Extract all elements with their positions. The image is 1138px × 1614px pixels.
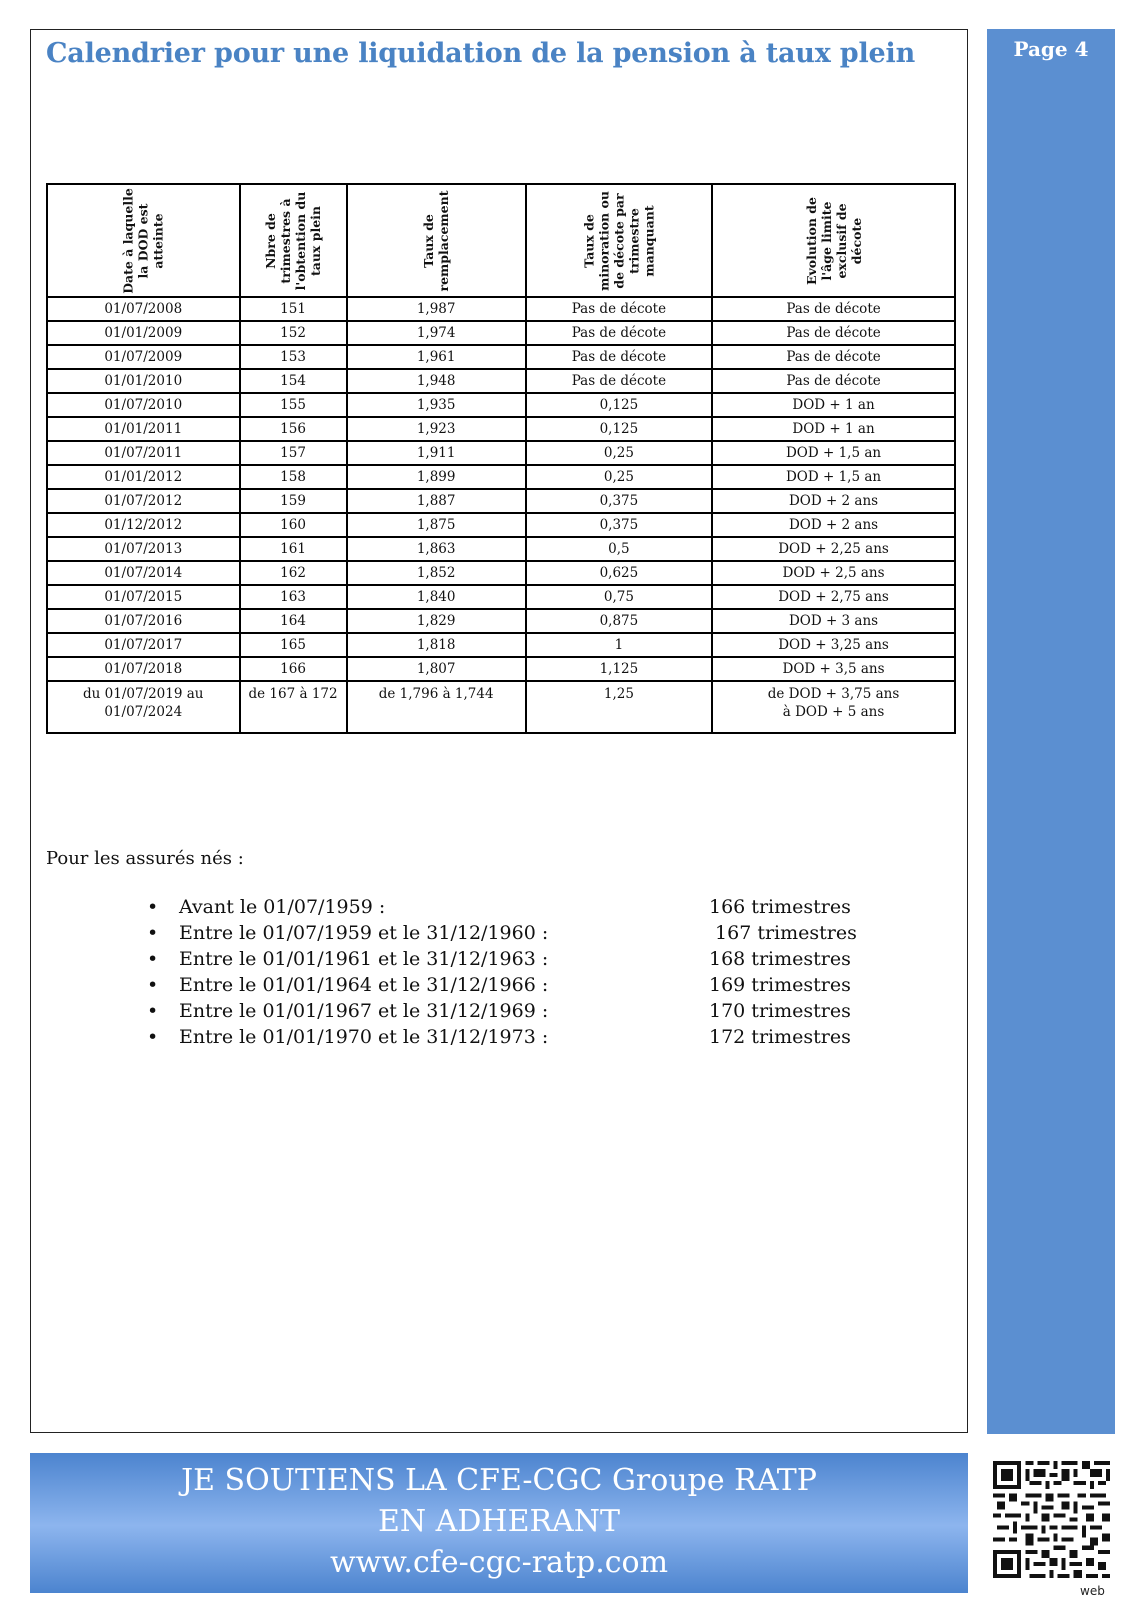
table-cell: DOD + 1 an (713, 394, 954, 418)
table-cell: 1,807 (348, 658, 527, 682)
table-cell: DOD + 2 ans (713, 490, 954, 514)
column-header-discount-rate: Taux de minoration ou de décote par trimestre manquant (527, 185, 713, 298)
table-cell: 01/07/2009 (48, 346, 241, 370)
table-cell: 1,852 (348, 562, 527, 586)
table-row (48, 370, 954, 394)
bullet-icon: • (147, 896, 159, 918)
table-cell: 0,25 (527, 466, 713, 490)
table-cell: 01/07/2011 (48, 442, 241, 466)
table-cell: 155 (241, 394, 348, 418)
table-cell: 151 (241, 298, 348, 322)
table-cell: 1,899 (348, 466, 527, 490)
table-cell: 0,125 (527, 394, 713, 418)
list-item-label: Entre le 01/01/1964 et le 31/12/1966 : (179, 974, 549, 996)
table-cell: 01/07/2010 (48, 394, 241, 418)
table-cell: 0,125 (527, 418, 713, 442)
table-cell: 1,987 (348, 298, 527, 322)
column-header-quarters: Nbre de trimestres à l'obtention du taux plein (241, 185, 348, 298)
table-row (48, 562, 954, 586)
qr-code-icon[interactable] (993, 1461, 1110, 1578)
table-row (48, 634, 954, 658)
table-cell: 1,923 (348, 418, 527, 442)
table-cell: DOD + 3,25 ans (713, 634, 954, 658)
table-cell: 1,948 (348, 370, 527, 394)
born-intro-text: Pour les assurés nés : (46, 848, 244, 869)
list-item-value: 170 trimestres (709, 1000, 851, 1022)
list-item-value: 167 trimestres (709, 922, 857, 944)
table-cell: 157 (241, 442, 348, 466)
table-cell: 01/07/2015 (48, 586, 241, 610)
table-cell: 01/07/2008 (48, 298, 241, 322)
table-cell: 0,625 (527, 562, 713, 586)
table-cell: 153 (241, 346, 348, 370)
table-row (48, 298, 954, 322)
table-cell: DOD + 3,5 ans (713, 658, 954, 682)
table-cell: Pas de décote (713, 346, 954, 370)
membership-banner (30, 1453, 968, 1593)
table-cell: 156 (241, 418, 348, 442)
table-row (48, 418, 954, 442)
list-item-label: Entre le 01/01/1961 et le 31/12/1963 : (179, 948, 549, 970)
list-item (147, 998, 907, 1024)
table-header-row (48, 185, 954, 298)
table-row (48, 442, 954, 466)
table-cell: 1,863 (348, 538, 527, 562)
table-row (48, 394, 954, 418)
bullet-icon: • (147, 1000, 159, 1022)
list-item-value: 172 trimestres (709, 1026, 851, 1048)
list-item-label: Entre le 01/07/1959 et le 31/12/1960 : (179, 922, 549, 944)
table-cell: 01/07/2018 (48, 658, 241, 682)
table-cell: 1,25 (527, 682, 713, 732)
table-cell: 0,5 (527, 538, 713, 562)
table-cell: 161 (241, 538, 348, 562)
table-cell: 1 (527, 634, 713, 658)
table-cell: 162 (241, 562, 348, 586)
column-header-date: Date à laquelle la DOD est atteinte (48, 185, 241, 298)
table-cell: Pas de décote (527, 346, 713, 370)
table-cell: 01/12/2012 (48, 514, 241, 538)
table-cell: 158 (241, 466, 348, 490)
table-row (48, 466, 954, 490)
table-cell: 154 (241, 370, 348, 394)
list-item (147, 946, 907, 972)
table-cell: 01/07/2013 (48, 538, 241, 562)
table-cell: de DOD + 3,75 ans à DOD + 5 ans (767, 686, 900, 720)
banner-website-link[interactable]: www.cfe-cgc-ratp.com (329, 1545, 669, 1580)
table-cell: 01/01/2009 (48, 322, 241, 346)
bullet-icon: • (147, 948, 159, 970)
banner-line-join: EN ADHERANT (378, 1504, 620, 1539)
page-number: Page 4 (1013, 37, 1089, 61)
table-cell: DOD + 1 an (713, 418, 954, 442)
list-item-label: Entre le 01/01/1967 et le 31/12/1969 : (179, 1000, 549, 1022)
table-cell: 166 (241, 658, 348, 682)
table-cell: Pas de décote (713, 370, 954, 394)
table-row (48, 490, 954, 514)
bullet-icon: • (147, 1026, 159, 1048)
table-cell: 01/07/2014 (48, 562, 241, 586)
table-cell: DOD + 2,75 ans (713, 586, 954, 610)
table-row (48, 322, 954, 346)
table-cell: 160 (241, 514, 348, 538)
table-cell: de 1,796 à 1,744 (348, 682, 527, 732)
table-cell: Pas de décote (527, 298, 713, 322)
table-cell: 01/01/2010 (48, 370, 241, 394)
table-cell: 0,375 (527, 514, 713, 538)
table-cell: DOD + 2 ans (713, 514, 954, 538)
table-cell: 1,829 (348, 610, 527, 634)
qr-caption: web (1080, 1584, 1105, 1598)
table-cell: 01/07/2012 (48, 490, 241, 514)
table-cell: 1,911 (348, 442, 527, 466)
table-cell: DOD + 2,25 ans (713, 538, 954, 562)
table-cell: du 01/07/2019 au 01/07/2024 (48, 682, 241, 732)
list-item (147, 972, 907, 998)
document-frame (30, 29, 968, 1433)
table-cell: 159 (241, 490, 348, 514)
table-cell: DOD + 1,5 an (713, 466, 954, 490)
table-row (48, 346, 954, 370)
table-row (48, 514, 954, 538)
table-cell: 164 (241, 610, 348, 634)
table-cell: 1,125 (527, 658, 713, 682)
table-cell: 163 (241, 586, 348, 610)
table-row-range (48, 682, 954, 732)
table-cell: 1,818 (348, 634, 527, 658)
banner-line-support: JE SOUTIENS LA CFE-CGC Groupe RATP (181, 1463, 817, 1498)
table-cell: 1,974 (348, 322, 527, 346)
list-item (147, 920, 907, 946)
table-cell: 165 (241, 634, 348, 658)
table-cell: 0,875 (527, 610, 713, 634)
list-item-value: 168 trimestres (709, 948, 851, 970)
list-item-label: Avant le 01/07/1959 : (179, 896, 386, 918)
table-cell: 01/07/2016 (48, 610, 241, 634)
pension-calendar-table (46, 183, 956, 734)
table-cell: 0,25 (527, 442, 713, 466)
table-cell: Pas de décote (527, 370, 713, 394)
table-cell: Pas de décote (527, 322, 713, 346)
bullet-icon: • (147, 974, 159, 996)
born-quarters-list (147, 894, 907, 1050)
table-cell: 01/01/2012 (48, 466, 241, 490)
table-cell: 0,75 (527, 586, 713, 610)
list-item (147, 894, 907, 920)
list-item-label: Entre le 01/01/1970 et le 31/12/1973 : (179, 1026, 549, 1048)
column-header-replacement-rate: Taux de remplacement (348, 185, 527, 298)
list-item-value: 169 trimestres (709, 974, 851, 996)
table-row (48, 586, 954, 610)
table-cell: 0,375 (527, 490, 713, 514)
bullet-icon: • (147, 922, 159, 944)
page-sidebar (987, 29, 1115, 1434)
table-row (48, 538, 954, 562)
table-cell: 152 (241, 322, 348, 346)
table-cell: Pas de décote (713, 298, 954, 322)
column-header-age-limit: Evolution de l'âge limite exclusif de décote (713, 185, 954, 298)
table-cell: de 167 à 172 (241, 682, 348, 732)
table-cell: 1,875 (348, 514, 527, 538)
table-cell: DOD + 3 ans (713, 610, 954, 634)
table-row (48, 610, 954, 634)
table-cell: 01/01/2011 (48, 418, 241, 442)
table-cell: 1,887 (348, 490, 527, 514)
list-item (147, 1024, 907, 1050)
list-item-value: 166 trimestres (709, 896, 851, 918)
table-cell: 1,935 (348, 394, 527, 418)
table-cell: DOD + 1,5 an (713, 442, 954, 466)
table-cell: 1,961 (348, 346, 527, 370)
table-row (48, 658, 954, 682)
table-cell: Pas de décote (713, 322, 954, 346)
table-cell: 1,840 (348, 586, 527, 610)
table-cell: 01/07/2017 (48, 634, 241, 658)
table-cell: DOD + 2,5 ans (713, 562, 954, 586)
page-title: Calendrier pour une liquidation de la pension à taux plein (46, 38, 915, 69)
